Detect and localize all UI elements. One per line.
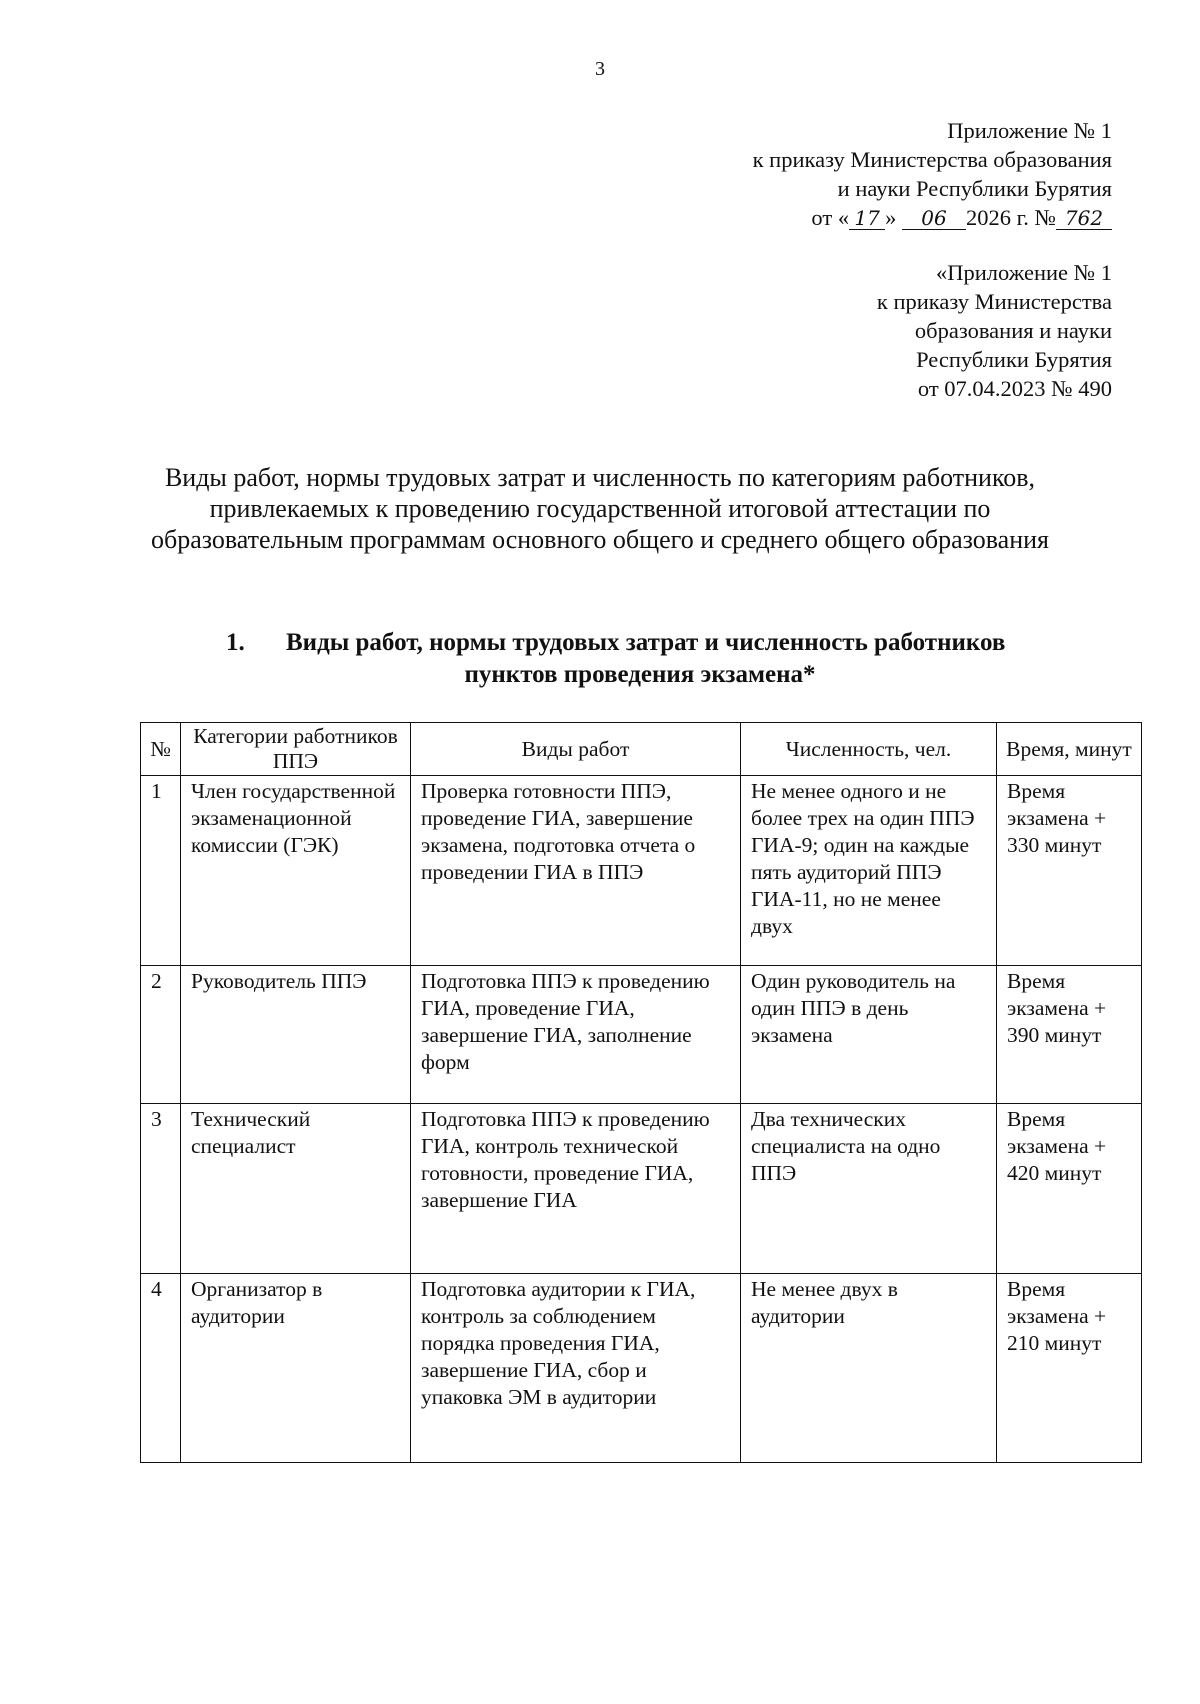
header-count: Численность, чел.: [741, 723, 997, 776]
header-number: №: [141, 723, 181, 776]
row-time: Время экзамена + 390 минут: [997, 966, 1142, 1104]
table-row: [141, 776, 1142, 966]
document-title: Виды работ, нормы трудовых затрат и численность по категориям работников, привлекаемых к проведению государственной итоговой аттестации по образовательным программам основного общего и среднего общего образования: [150, 463, 1049, 554]
row-count: Не менее одного и не более трех на один ППЭ ГИА-9; один на каждые пять аудиторий ППЭ ГИА-11, но не менее двух: [741, 776, 997, 966]
appendix-title: Приложение № 1: [947, 118, 1112, 143]
appendix-current-block: [753, 116, 1112, 232]
row-time: Время экзамена + 210 минут: [997, 1274, 1142, 1463]
table-row: [141, 1274, 1142, 1463]
row-count: Не менее двух в аудитории: [741, 1274, 997, 1463]
handwritten-day: 17: [849, 207, 885, 230]
row-count: Один руководитель на один ППЭ в день экзамена: [741, 966, 997, 1104]
row-time: Время экзамена + 330 минут: [997, 776, 1142, 966]
section-number: 1.: [226, 629, 245, 656]
appendix-original-line: к приказу Министерства: [876, 289, 1112, 314]
appendix-original-block: [877, 258, 1112, 403]
row-number: 1: [141, 776, 181, 966]
header-work: Виды работ: [411, 723, 741, 776]
date-prefix: от «: [811, 205, 850, 230]
row-category: Организатор в аудитории: [181, 1274, 411, 1463]
row-work: Подготовка аудитории к ГИА, контроль за соблюдением порядка проведения ГИА, завершение ГИА, сбор и упаковка ЭМ в аудитории: [411, 1274, 741, 1463]
handwritten-month: 06: [902, 207, 966, 230]
row-category: Член государственной экзаменационной комиссии (ГЭК): [181, 776, 411, 966]
ppe-staff-table: [140, 722, 1142, 1463]
header-category: Категории работников ППЭ: [181, 723, 411, 776]
table-row: [141, 966, 1142, 1104]
row-category: Технический специалист: [181, 1104, 411, 1274]
row-number: 2: [141, 966, 181, 1104]
row-count: Два технических специалиста на одно ППЭ: [741, 1104, 997, 1274]
section-heading: [130, 627, 1130, 691]
page-number: 3: [595, 58, 605, 80]
row-work: Подготовка ППЭ к проведению ГИА, проведение ГИА, завершение ГИА, заполнение форм: [411, 966, 741, 1104]
row-category: Руководитель ППЭ: [181, 966, 411, 1104]
header-time: Время, минут: [997, 723, 1142, 776]
appendix-original-line: «Приложение № 1: [936, 260, 1112, 285]
appendix-original-line: от 07.04.2023 № 490: [917, 376, 1112, 401]
date-separator: »: [885, 205, 897, 230]
section-title-line2: пунктов проведения экзамена*: [464, 661, 816, 688]
row-number: 3: [141, 1104, 181, 1274]
date-year: 2026 г. №: [965, 205, 1056, 230]
appendix-original-line: Республики Бурятия: [916, 347, 1112, 372]
table-row: [141, 1104, 1142, 1274]
section-title-line1: Виды работ, нормы трудовых затрат и численность работников: [286, 629, 1006, 656]
appendix-ministry-line: и науки Республики Бурятия: [837, 176, 1112, 201]
table-header-row: [141, 723, 1142, 776]
row-time: Время экзамена + 420 минут: [997, 1104, 1142, 1274]
handwritten-order-number: 762: [1056, 207, 1112, 230]
appendix-order-line: к приказу Министерства образования: [752, 147, 1112, 172]
row-work: Проверка готовности ППЭ, проведение ГИА, завершение экзамена, подготовка отчета о проведении ГИА в ППЭ: [411, 776, 741, 966]
row-number: 4: [141, 1274, 181, 1463]
row-work: Подготовка ППЭ к проведению ГИА, контроль технической готовности, проведение ГИА, завершение ГИА: [411, 1104, 741, 1274]
appendix-date-line: [753, 203, 1112, 232]
appendix-original-line: образования и науки: [914, 318, 1112, 343]
